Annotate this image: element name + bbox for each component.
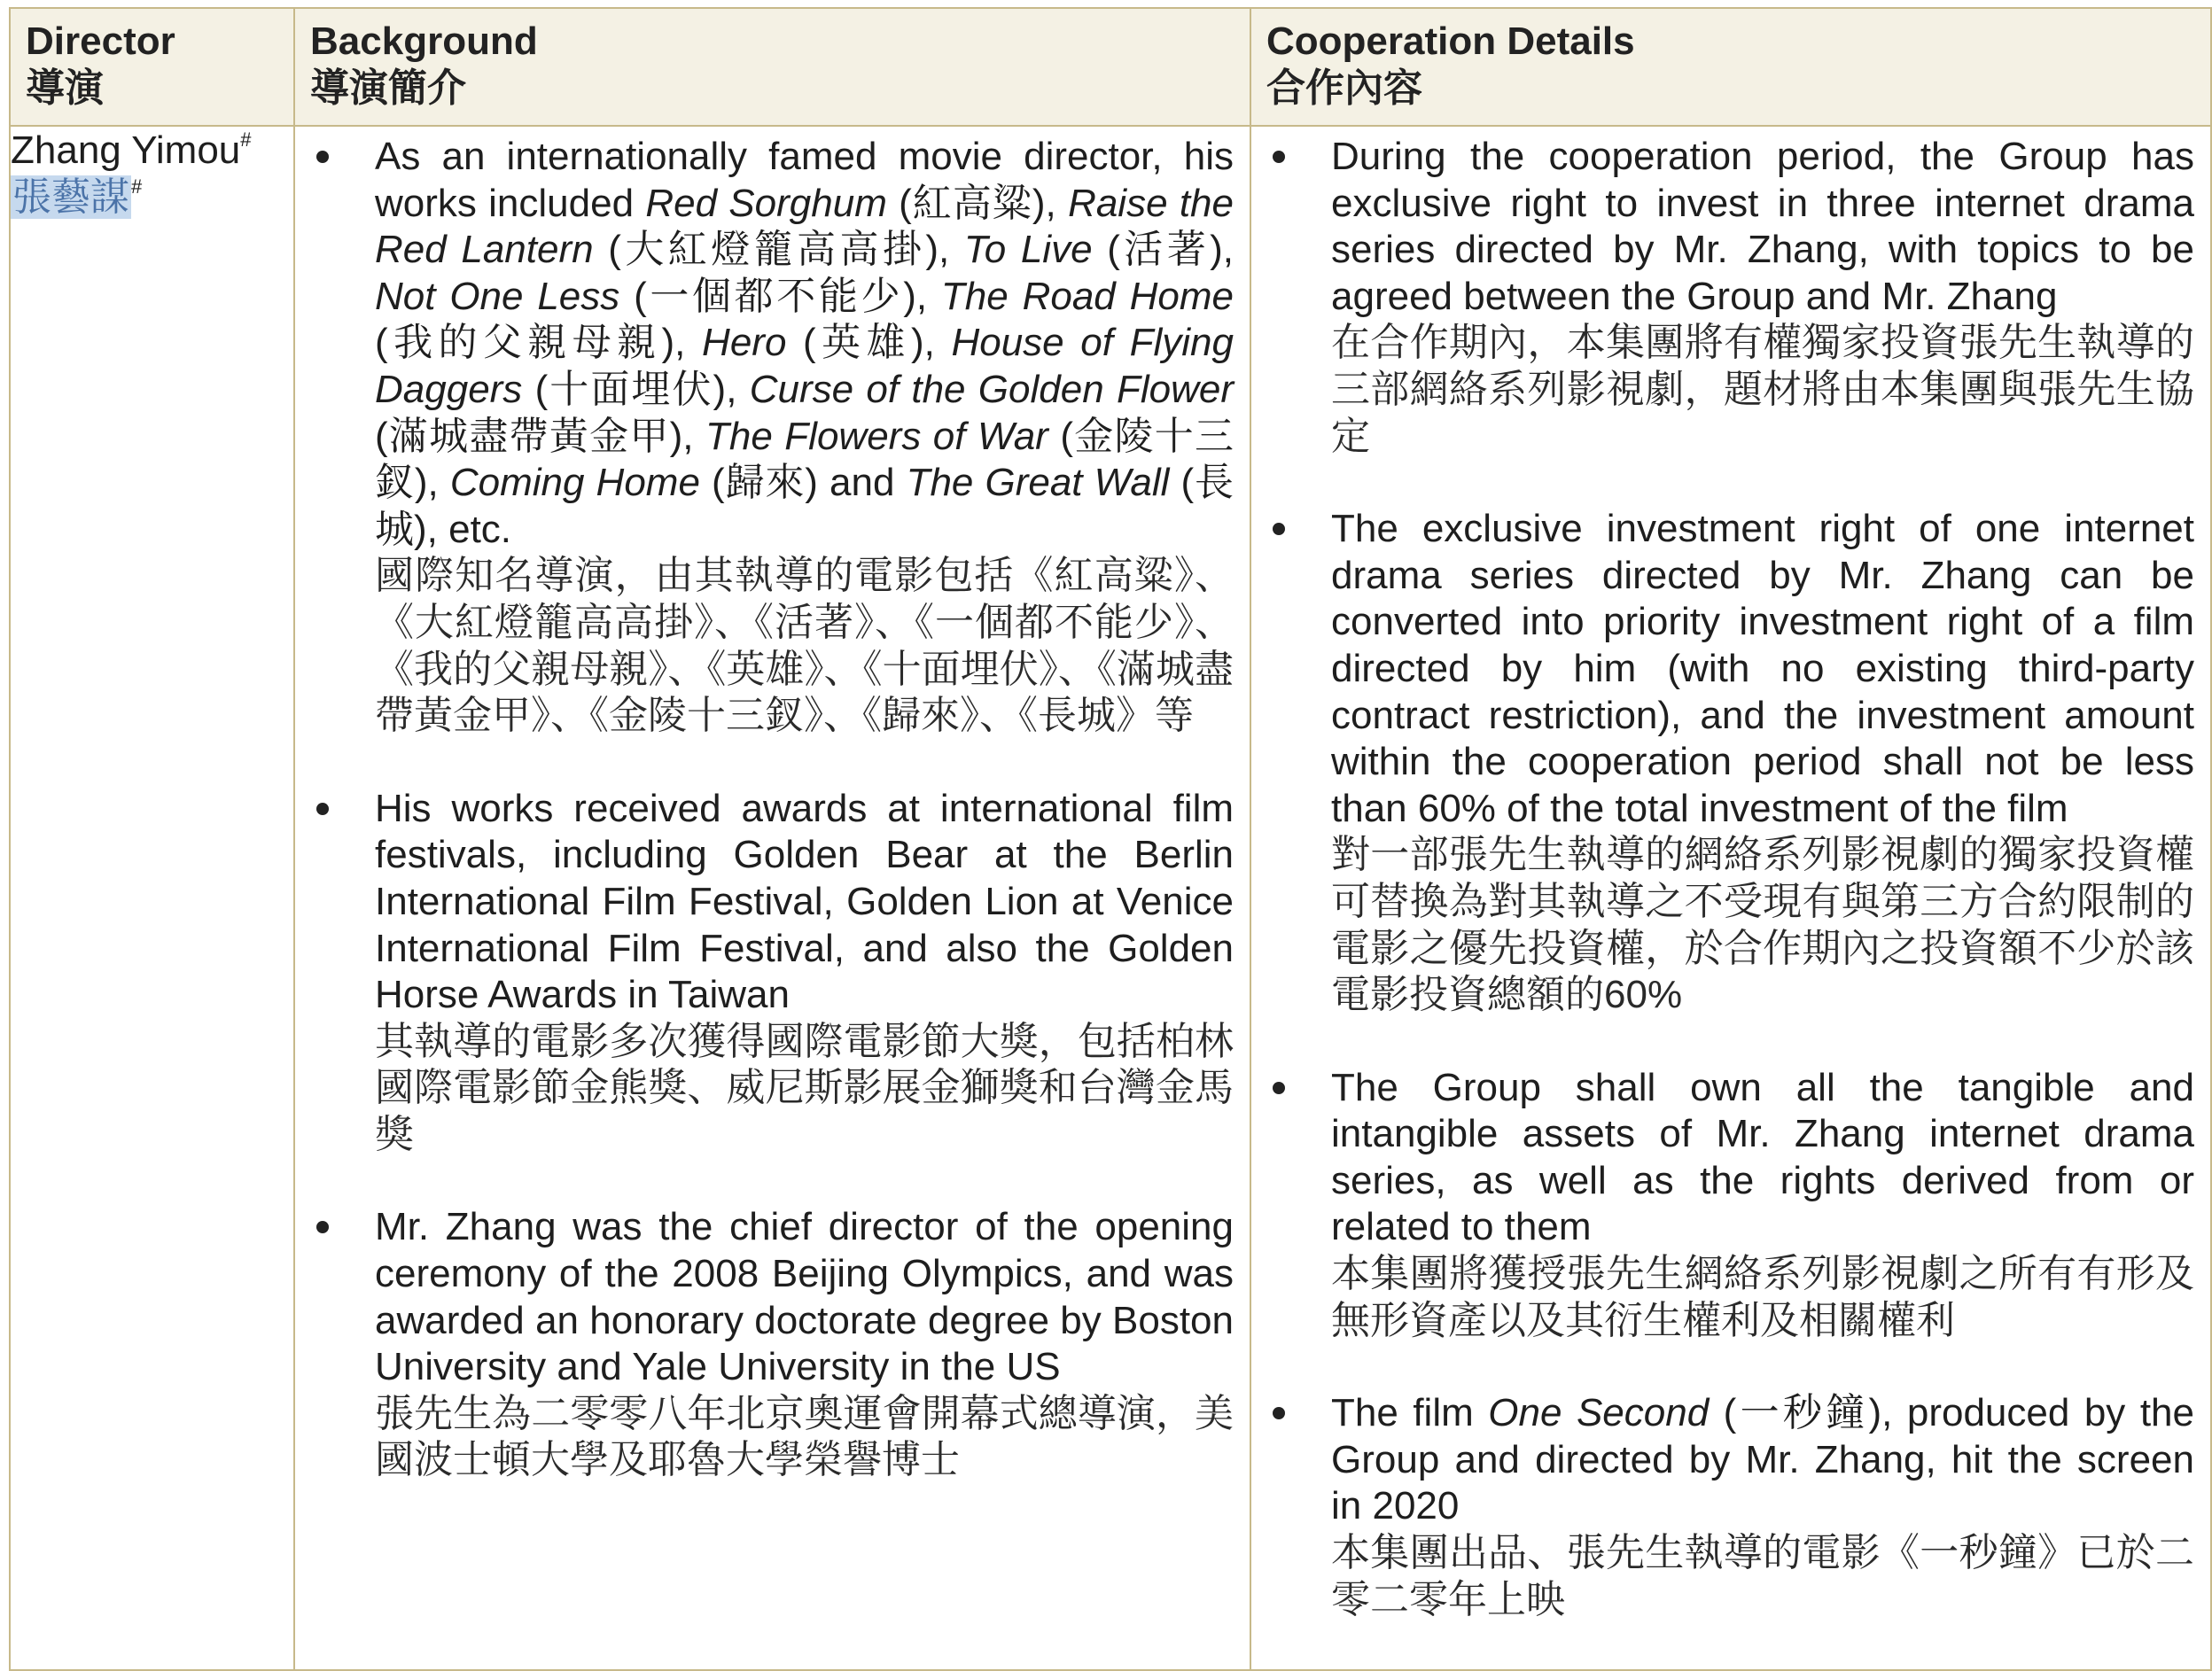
film-title: Red Sorghum xyxy=(645,181,887,225)
text-span: (歸來) and xyxy=(699,461,907,505)
background-3-en: Mr. Zhang was the chief director of the opening ceremony of the 2008 Beijing Olympics, and was awarded an honorary doctorate degree by Boston University and Yale University in the US xyxy=(375,1205,1234,1389)
cooperation-list xyxy=(1251,127,2210,1623)
cooperation-1-zh: 在合作期內，本集團將有權獨家投資張先生執導的三部網絡系列影視劇，題材將由本集團與張先生協定 xyxy=(1331,321,2194,458)
background-1-zh: 國際知名導演，由其執導的電影包括《紅高粱》、《大紅燈籠高高掛》、《活著》、《一個都不能少》、《我的父親母親》、《英雄》、《十面埋伏》、《滿城盡帶黃金甲》、《金陵十三釵》、《歸來》、《長城》等 xyxy=(375,554,1234,738)
text-span: (長城), etc. xyxy=(375,461,1234,551)
text-span: (滿城盡帶黃金甲), xyxy=(375,414,706,458)
cooperation-3-en: The Group shall own all the tangible and intangible assets of Mr. Zhang internet drama series, as well as the rights derived from or related to them xyxy=(1331,1065,2194,1249)
text-span: (十面埋伏), xyxy=(522,367,750,411)
film-title: Coming Home xyxy=(449,461,700,505)
header-director-zh: 導演 xyxy=(26,66,104,110)
header-cooperation-en: Cooperation Details xyxy=(1266,19,1635,63)
text-span: The film xyxy=(1331,1391,1489,1435)
footnote-mark: # xyxy=(240,128,252,151)
header-cooperation-zh: 合作內容 xyxy=(1266,66,1422,110)
text-span: (金陵十三釵), xyxy=(375,414,1234,505)
text-span: (一秒鐘), produced by the Group and directed by Mr. Zhang, hit the screen in 2020 xyxy=(1331,1391,2194,1528)
director-name-en-line xyxy=(11,127,293,174)
list-item xyxy=(1251,1390,2194,1623)
list-item xyxy=(1251,1065,2194,1345)
text-span: As an internationally famed movie director, his works included xyxy=(375,135,1234,225)
film-title: To Live xyxy=(963,228,1093,272)
background-2-zh: 其執導的電影多次獲得國際電影節大獎，包括柏林國際電影節金熊獎、威尼斯影展金獅獎和台灣金馬獎 xyxy=(375,1019,1234,1156)
table-header-row xyxy=(10,8,2211,126)
cooperation-3-zh: 本集團將獲授張先生網絡系列影視劇之所有有形及無形資產以及其衍生權利及相關權利 xyxy=(1331,1252,2194,1342)
film-title: One Second xyxy=(1488,1391,1710,1435)
bullet-icon xyxy=(1273,523,1285,535)
header-cooperation xyxy=(1250,8,2211,126)
film-title: The Great Wall xyxy=(906,461,1170,505)
list-item xyxy=(295,786,1234,1159)
header-background-en: Background xyxy=(310,19,538,63)
cooperation-1-en: During the cooperation period, the Group has exclusive right to invest in three internet drama series directed by Mr. Zhang, with topics to be agreed between the Group and Mr. Zhang xyxy=(1331,135,2194,318)
background-list xyxy=(295,127,1250,1484)
header-director-en: Director xyxy=(26,19,175,63)
footnote-mark: # xyxy=(131,175,143,198)
cooperation-4-en xyxy=(1331,1390,2194,1530)
text-span: (活著), xyxy=(1092,228,1235,272)
bullet-icon xyxy=(1273,151,1285,163)
director-cell xyxy=(10,126,294,1670)
bullet-icon xyxy=(1273,1082,1285,1094)
film-title: The Road Home xyxy=(940,274,1235,318)
header-background-zh: 導演簡介 xyxy=(310,66,466,110)
director-table xyxy=(9,7,2212,1671)
text-span: (我的父親母親), xyxy=(375,321,703,365)
cooperation-2-zh: 對一部張先生執導的網絡系列影視劇的獨家投資權可替換為對其執導之不受現有與第三方合約限制的電影之優先投資權，於合作期內之投資額不少於該電影投資總額的60% xyxy=(1331,833,2194,1017)
cooperation-4-zh: 本集團出品、張先生執導的電影《一秒鐘》已於二零二零年上映 xyxy=(1331,1531,2194,1621)
film-title: Not One Less xyxy=(375,274,620,318)
text-span: (大紅燈籠高高掛), xyxy=(593,228,964,272)
film-title: Hero xyxy=(702,321,787,365)
director-name-en: Zhang Yimou xyxy=(11,128,241,172)
film-title: House of Flying Daggers xyxy=(375,321,1234,411)
background-cell xyxy=(294,126,1250,1670)
director-name-zh-line xyxy=(11,174,293,221)
bullet-icon xyxy=(316,151,329,163)
header-background xyxy=(294,8,1250,126)
background-3-zh: 張先生為二零零八年北京奧運會開幕式總導演，美國波士頓大學及耶魯大學榮譽博士 xyxy=(375,1391,1234,1482)
cooperation-cell xyxy=(1250,126,2211,1670)
text-span: (紅高粱), xyxy=(886,181,1069,225)
bullet-icon xyxy=(316,1221,329,1233)
background-2-en: His works received awards at international film festivals, including Golden Bear at the Berlin International Film Festival, Golden Lion at Venice International Film Festival, and also the Golden Horse Awards in Taiwan xyxy=(375,786,1234,1017)
list-item xyxy=(295,1204,1234,1484)
film-title: Raise the Red Lantern xyxy=(375,181,1234,272)
header-director xyxy=(10,8,294,126)
list-item xyxy=(295,134,1234,740)
cooperation-2-en: The exclusive investment right of one internet drama series directed by Mr. Zhang can be converted into priority investment right of a film directed by him (with no existing third-party contract restriction), and the investment amount within the cooperation period shall not be less than 60% of the total investment of the film xyxy=(1331,507,2194,830)
text-span: (一個都不能少), xyxy=(619,274,941,318)
table-row xyxy=(10,126,2211,1670)
text-span: (英雄), xyxy=(786,321,952,365)
director-name-zh[interactable]: 張藝謀 xyxy=(12,175,129,219)
bullet-icon xyxy=(316,803,329,815)
list-item xyxy=(1251,506,2194,1019)
film-title: The Flowers of War xyxy=(705,414,1048,458)
background-1-en xyxy=(375,134,1234,553)
list-item xyxy=(1251,134,2194,460)
bullet-icon xyxy=(1273,1407,1285,1419)
film-title: Curse of the Golden Flower xyxy=(749,367,1234,411)
